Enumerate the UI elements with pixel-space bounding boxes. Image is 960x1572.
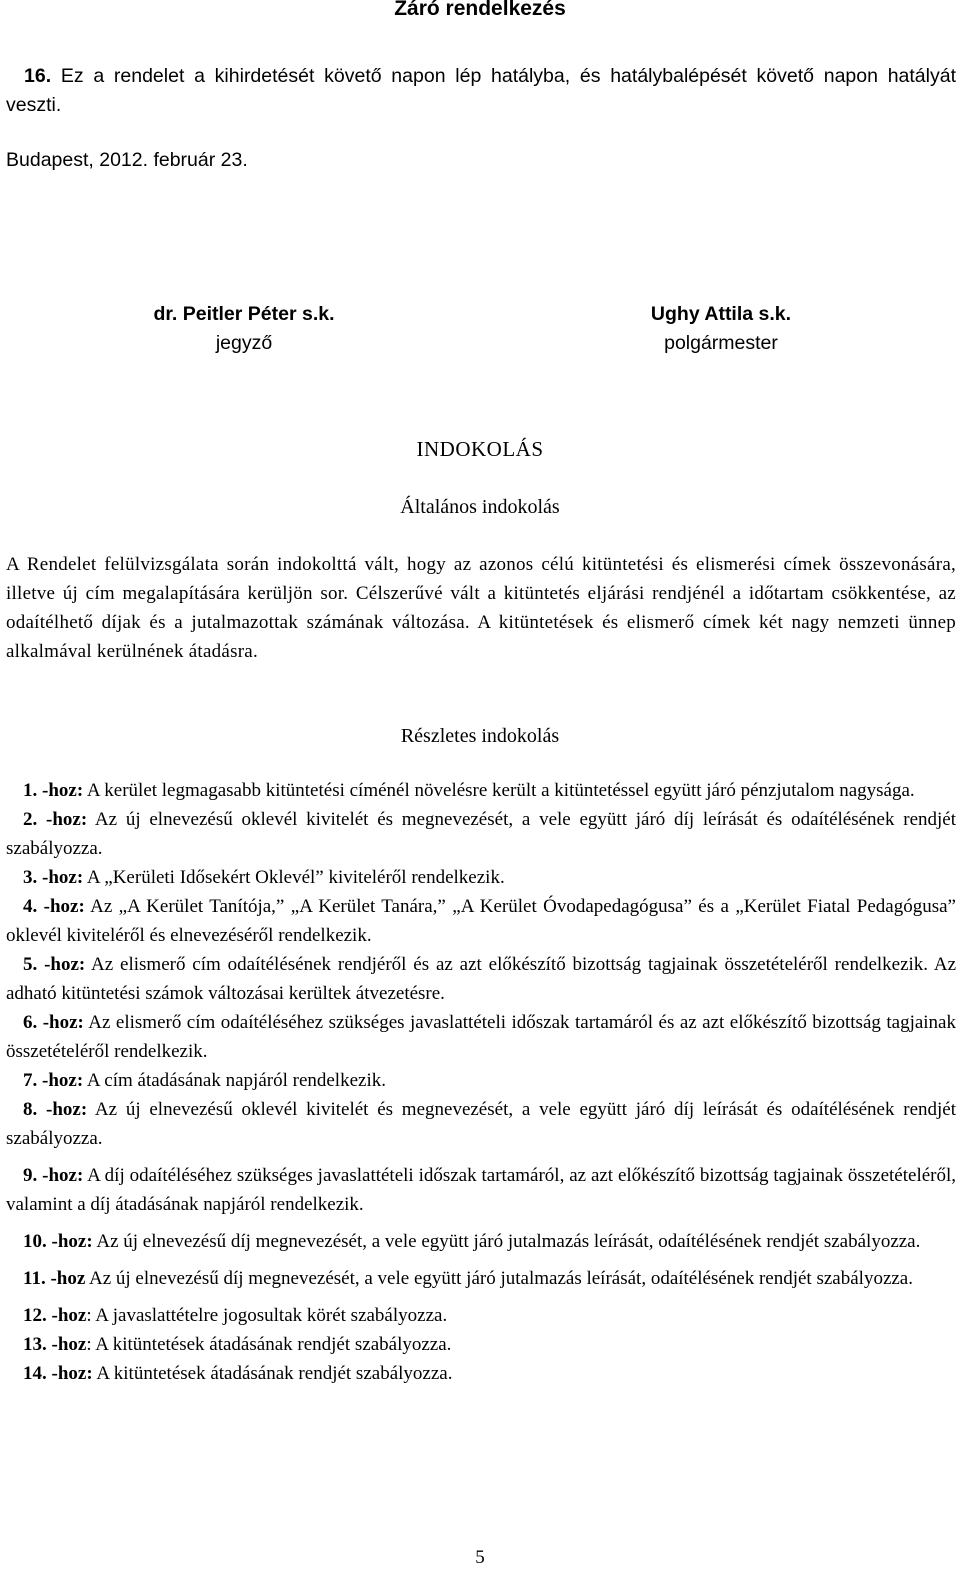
list-item xyxy=(6,1095,956,1153)
item-number: 8. xyxy=(23,1099,38,1120)
item-label: -hoz: xyxy=(37,1012,84,1033)
item-number: 10. xyxy=(23,1231,47,1252)
item-label: -hoz: xyxy=(37,954,86,975)
item-number: 6. xyxy=(23,1012,38,1033)
closing-number: 16. xyxy=(24,65,52,87)
item-label: -hoz: xyxy=(37,1165,84,1186)
signature-right xyxy=(603,300,839,358)
list-item xyxy=(6,950,956,1008)
general-heading: Általános indokolás xyxy=(400,496,560,518)
item-number: 1. xyxy=(23,780,38,801)
closing-text: Ez a rendelet a kihirdetését követő napon lép hatályba, és hatálybalépését követő napon hatályát veszti. xyxy=(6,65,956,116)
item-number: 14. xyxy=(23,1363,47,1384)
item-number: 11. xyxy=(23,1268,46,1289)
item-number: 13. xyxy=(23,1334,47,1355)
detail-list xyxy=(6,776,956,1388)
list-item xyxy=(6,1066,956,1095)
item-label: -hoz: xyxy=(37,896,85,917)
list-item xyxy=(6,1264,956,1293)
item-label: -hoz: xyxy=(37,867,84,888)
item-number: 7. xyxy=(23,1070,38,1091)
signature-right-name: Ughy Attila s.k. xyxy=(650,303,792,325)
item-label: -hoz: xyxy=(46,1231,93,1252)
item-label: -hoz: xyxy=(37,780,84,801)
item-text: Az új elnevezésű oklevél kivitelét és megnevezését, a vele együtt járó díj leírását és odaítélésének rendjét szabályozza. xyxy=(6,1099,957,1149)
item-number: 9. xyxy=(23,1165,38,1186)
signature-left xyxy=(134,300,354,358)
list-item xyxy=(6,1227,956,1256)
item-text: Az elismerő cím odaítélésének rendjéről és az azt előkészítő bizottság tagjainak összetételéről rendelkezik. Az adható kitüntetési számok változásai kerültek átvezetésre. xyxy=(6,954,956,1004)
place-date: Budapest, 2012. február 23. xyxy=(6,149,248,171)
list-item xyxy=(6,892,956,950)
item-label: -hoz: xyxy=(37,1099,88,1120)
list-item xyxy=(6,863,956,892)
item-text: Az új elnevezésű díj megnevezését, a vele együtt járó jutalmazás leírását, odaítélésének rendjét szabályozza. xyxy=(92,1231,921,1252)
item-text: Az elismerő cím odaítéléséhez szükséges javaslattételi időszak tartamáról és az azt előkészítő bizottság tagjainak összetételéről rendelkezik. xyxy=(6,1012,956,1062)
list-item xyxy=(6,1330,956,1359)
item-text: : A kitüntetések átadásának rendjét szabályozza. xyxy=(86,1334,452,1355)
item-text: A kitüntetések átadásának rendjét szabályozza. xyxy=(92,1363,453,1384)
item-label: -hoz: xyxy=(46,1363,93,1384)
list-item xyxy=(6,805,956,863)
page-number: 5 xyxy=(475,1547,485,1568)
item-label: -hoz xyxy=(46,1334,87,1355)
list-item xyxy=(6,776,956,805)
item-number: 3. xyxy=(23,867,38,888)
item-text: A díj odaítéléséhez szükséges javaslattételi időszak tartamáról, az azt előkészítő bizottság tagjainak összetételéről, valamint a díj átadásának napjáról rendelkezik. xyxy=(6,1165,957,1215)
item-number: 5. xyxy=(23,954,38,975)
item-text: Az „A Kerület Tanítója,” „A Kerület Tanára,” „A Kerület Óvodapedagógusa” és a „Kerület Fiatal Pedagógusa” oklevél kiviteléről és elnevezéséről rendelkezik. xyxy=(6,896,956,946)
item-label: -hoz: xyxy=(37,1070,84,1091)
item-text: Az új elnevezésű oklevél kivitelét és megnevezését, a vele együtt járó díj leírását és odaítélésének rendjét szabályozza. xyxy=(6,809,957,859)
detail-heading: Részletes indokolás xyxy=(400,725,560,747)
list-item xyxy=(6,1008,956,1066)
list-item xyxy=(6,1301,956,1330)
item-text: : A javaslattételre jogosultak körét szabályozza. xyxy=(86,1305,448,1326)
signature-left-role: jegyző xyxy=(215,332,273,354)
list-item xyxy=(6,1359,956,1388)
item-number: 4. xyxy=(23,896,38,917)
general-paragraph: A Rendelet felülvizsgálata során indokolttá vált, hogy az azonos célú kitüntetési és elismerési címek összevonására, illetve új cím megalapítására kerüljön sor. Célszerűvé vált a kitüntetés eljárási rendjénél a időtartam csökkentése, az odaítélhető díjak és a jutalmazottak számának változása. A kitüntetések és elismerő címek két nagy nemzeti ünnep alkalmával kerülnének átadásra. xyxy=(6,554,956,662)
item-text: A kerület legmagasabb kitüntetési címénél növelésre került a kitüntetéssel együtt járó pénzjutalom nagysága. xyxy=(83,780,915,801)
item-label: -hoz xyxy=(46,1305,87,1326)
signature-right-role: polgármester xyxy=(664,332,778,354)
item-label: -hoz xyxy=(45,1268,86,1289)
item-text: Az új elnevezésű díj megnevezését, a vele együtt járó jutalmazás leírását, odaítélésének rendjét szabályozza. xyxy=(85,1268,913,1289)
item-label: -hoz: xyxy=(37,809,88,830)
item-number: 2. xyxy=(23,809,38,830)
list-item xyxy=(6,1161,956,1219)
item-text: A „Kerületi Idősekért Oklevél” kiviteléről rendelkezik. xyxy=(83,867,505,888)
closing-heading: Záró rendelkezés xyxy=(394,0,566,20)
signature-left-name: dr. Peitler Péter s.k. xyxy=(153,303,335,325)
item-text: A cím átadásának napjáról rendelkezik. xyxy=(83,1070,386,1091)
closing-paragraph xyxy=(6,62,956,120)
item-number: 12. xyxy=(23,1305,47,1326)
page-title: INDOKOLÁS xyxy=(416,437,544,461)
